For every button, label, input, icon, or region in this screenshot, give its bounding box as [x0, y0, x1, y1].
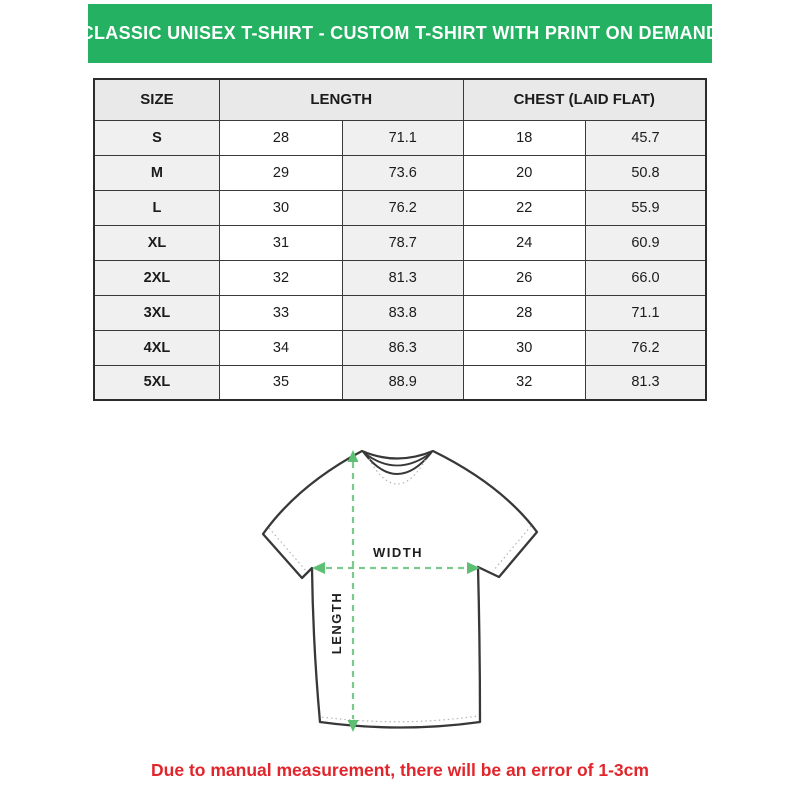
- page-title: CLASSIC UNISEX T-SHIRT - CUSTOM T-SHIRT WITH PRINT ON DEMAND: [80, 23, 720, 43]
- title-banner: [80, 4, 720, 63]
- table-header: [94, 79, 706, 120]
- col-header-chest: CHEST (LAID FLAT): [463, 79, 706, 120]
- cell-length-cm: 71.1: [342, 120, 463, 155]
- cell-chest-inches: 26: [463, 260, 585, 295]
- cell-chest-cm: 81.3: [585, 365, 706, 400]
- size-table-body: [94, 120, 706, 400]
- cell-chest-cm: 66.0: [585, 260, 706, 295]
- cell-chest-inches: 28: [463, 295, 585, 330]
- table-row: [94, 225, 706, 260]
- cell-length-cm: 81.3: [342, 260, 463, 295]
- cell-size: L: [94, 190, 219, 225]
- table-row: [94, 365, 706, 400]
- cell-size: S: [94, 120, 219, 155]
- cell-chest-cm: 50.8: [585, 155, 706, 190]
- cell-length-inches: 30: [219, 190, 342, 225]
- tshirt-outline-drawing: [263, 451, 537, 728]
- measurement-note: Due to manual measurement, there will be an error of 1-3cm: [151, 760, 649, 780]
- cell-length-cm: 83.8: [342, 295, 463, 330]
- cell-chest-inches: 18: [463, 120, 585, 155]
- cell-chest-inches: 30: [463, 330, 585, 365]
- col-header-length: LENGTH: [219, 79, 463, 120]
- cell-length-inches: 32: [219, 260, 342, 295]
- cell-size: 2XL: [94, 260, 219, 295]
- header-row: [94, 79, 706, 120]
- table-row: [94, 190, 706, 225]
- cell-chest-inches: 32: [463, 365, 585, 400]
- cell-chest-cm: 71.1: [585, 295, 706, 330]
- cell-length-inches: 29: [219, 155, 342, 190]
- size-chart-table: [93, 78, 707, 401]
- cell-chest-cm: 45.7: [585, 120, 706, 155]
- cell-length-inches: 33: [219, 295, 342, 330]
- cell-size: 5XL: [94, 365, 219, 400]
- table-row: [94, 260, 706, 295]
- cell-size: 3XL: [94, 295, 219, 330]
- cell-length-cm: 76.2: [342, 190, 463, 225]
- cell-chest-cm: 55.9: [585, 190, 706, 225]
- cell-size: M: [94, 155, 219, 190]
- cell-chest-inches: 20: [463, 155, 585, 190]
- width-arrow-label: WIDTH: [372, 545, 424, 560]
- cell-length-cm: 73.6: [342, 155, 463, 190]
- table-row: [94, 295, 706, 330]
- table-row: [94, 330, 706, 365]
- cell-chest-inches: 22: [463, 190, 585, 225]
- cell-length-inches: 31: [219, 225, 342, 260]
- cell-length-cm: 88.9: [342, 365, 463, 400]
- table-row: [94, 155, 706, 190]
- length-arrow-label: LENGTH: [329, 591, 344, 655]
- cell-length-inches: 28: [219, 120, 342, 155]
- tshirt-measurement-diagram: [240, 435, 560, 755]
- table-row: [94, 120, 706, 155]
- cell-chest-cm: 76.2: [585, 330, 706, 365]
- cell-chest-inches: 24: [463, 225, 585, 260]
- cell-length-inches: 34: [219, 330, 342, 365]
- cell-length-inches: 35: [219, 365, 342, 400]
- col-header-size: SIZE: [94, 79, 219, 120]
- cell-length-cm: 86.3: [342, 330, 463, 365]
- tshirt-body-outline: [263, 451, 537, 728]
- cell-chest-cm: 60.9: [585, 225, 706, 260]
- cell-length-cm: 78.7: [342, 225, 463, 260]
- cell-size: 4XL: [94, 330, 219, 365]
- cell-size: XL: [94, 225, 219, 260]
